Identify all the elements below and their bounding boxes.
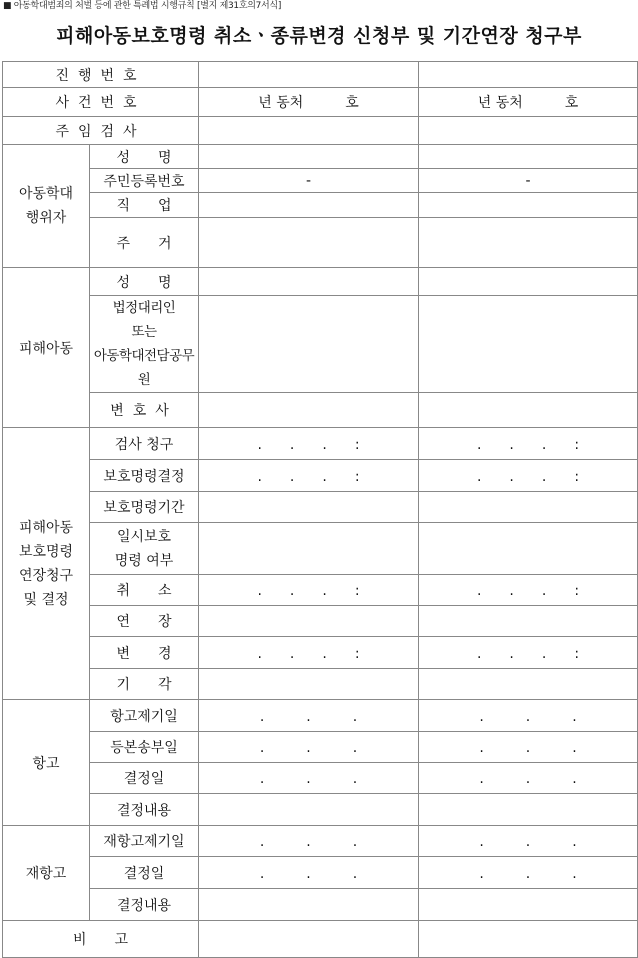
reappeal-content-label: 결정내용: [90, 889, 199, 921]
order-period-field-1[interactable]: [199, 492, 419, 523]
order-decision-label: 보호명령결정: [90, 460, 199, 492]
remarks-field-1[interactable]: [199, 921, 419, 958]
order-request-label: 검사 청구: [90, 428, 199, 460]
appeal-filed-field-1[interactable]: . . .: [199, 700, 419, 732]
prosecutor-label: 주임검사: [3, 117, 199, 145]
reappeal-content-field-1[interactable]: [199, 889, 419, 921]
order-change-label: 변 경: [90, 637, 199, 669]
order-temp-field-1[interactable]: [199, 523, 419, 575]
remarks-field-2[interactable]: [419, 921, 638, 958]
reappeal-decided-field-2[interactable]: . . .: [419, 857, 638, 889]
order-dismiss-label: 기 각: [90, 669, 199, 700]
order-cancel-label: 취 소: [90, 575, 199, 606]
order-period-field-2[interactable]: [419, 492, 638, 523]
reappeal-filed-label: 재항고제기일: [90, 826, 199, 857]
form-table: [2, 61, 638, 958]
victim-lawyer-field-1[interactable]: [199, 393, 419, 428]
appeal-content-field-1[interactable]: [199, 794, 419, 826]
abuser-address-field-1[interactable]: [199, 218, 419, 268]
appeal-filed-field-2[interactable]: . . .: [419, 700, 638, 732]
progress-no-label: 진행번호: [3, 62, 199, 88]
abuser-job-field-2[interactable]: [419, 193, 638, 218]
order-change-field-2[interactable]: . . . :: [419, 637, 638, 669]
abuser-rrn-label: 주민등록번호: [90, 169, 199, 193]
order-temp-label: 일시보호 명령 여부: [90, 523, 199, 575]
abuser-group-label: 아동학대 행위자: [3, 145, 90, 268]
order-decision-field-1[interactable]: . . . :: [199, 460, 419, 492]
abuser-address-label: 주 거: [90, 218, 199, 268]
abuser-rrn-field-1[interactable]: -: [199, 169, 419, 193]
appeal-content-label: 결정내용: [90, 794, 199, 826]
abuser-name-field-2[interactable]: [419, 145, 638, 169]
appeal-sent-label: 등본송부일: [90, 732, 199, 763]
abuser-job-field-1[interactable]: [199, 193, 419, 218]
victim-group-label: 피해아동: [3, 268, 90, 428]
appeal-decided-field-1[interactable]: . . .: [199, 763, 419, 794]
reappeal-group-label: 재항고: [3, 826, 90, 921]
case-no-label: 사건번호: [3, 88, 199, 117]
prosecutor-field-2[interactable]: [419, 117, 638, 145]
victim-rep-field-1[interactable]: [199, 296, 419, 393]
progress-no-field-2[interactable]: [419, 62, 638, 88]
order-cancel-field-2[interactable]: . . . :: [419, 575, 638, 606]
order-period-label: 보호명령기간: [90, 492, 199, 523]
appeal-decided-label: 결정일: [90, 763, 199, 794]
victim-name-label: 성 명: [90, 268, 199, 296]
reappeal-content-field-2[interactable]: [419, 889, 638, 921]
order-extend-field-1[interactable]: [199, 606, 419, 637]
order-group-label: 피해아동 보호명령 연장청구 및 결정: [3, 428, 90, 700]
victim-name-field-1[interactable]: [199, 268, 419, 296]
abuser-job-label: 직 업: [90, 193, 199, 218]
prosecutor-field-1[interactable]: [199, 117, 419, 145]
victim-lawyer-label: 변호사: [90, 393, 199, 428]
reappeal-decided-field-1[interactable]: . . .: [199, 857, 419, 889]
case-no-field-1[interactable]: 년 동처 호: [199, 88, 419, 117]
order-request-field-1[interactable]: . . . :: [199, 428, 419, 460]
appeal-decided-field-2[interactable]: . . .: [419, 763, 638, 794]
case-no-field-2[interactable]: 년 동처 호: [419, 88, 638, 117]
order-dismiss-field-1[interactable]: [199, 669, 419, 700]
abuser-name-label: 성 명: [90, 145, 199, 169]
order-extend-label: 연 장: [90, 606, 199, 637]
appeal-filed-label: 항고제기일: [90, 700, 199, 732]
appeal-group-label: 항고: [3, 700, 90, 826]
appeal-sent-field-1[interactable]: . . .: [199, 732, 419, 763]
order-cancel-field-1[interactable]: . . . :: [199, 575, 419, 606]
victim-lawyer-field-2[interactable]: [419, 393, 638, 428]
order-change-field-1[interactable]: . . . :: [199, 637, 419, 669]
order-request-field-2[interactable]: . . . :: [419, 428, 638, 460]
order-dismiss-field-2[interactable]: [419, 669, 638, 700]
abuser-address-field-2[interactable]: [419, 218, 638, 268]
reappeal-decided-label: 결정일: [90, 857, 199, 889]
remarks-label: 비 고: [3, 921, 199, 958]
reappeal-filed-field-2[interactable]: . . .: [419, 826, 638, 857]
abuser-rrn-field-2[interactable]: -: [419, 169, 638, 193]
victim-rep-field-2[interactable]: [419, 296, 638, 393]
appeal-content-field-2[interactable]: [419, 794, 638, 826]
form-header: ■ 아동학대범죄의 처벌 등에 관한 특례법 시행규칙 [별지 제31호의7서식]: [3, 1, 282, 11]
order-temp-field-2[interactable]: [419, 523, 638, 575]
victim-name-field-2[interactable]: [419, 268, 638, 296]
reappeal-filed-field-1[interactable]: . . .: [199, 826, 419, 857]
progress-no-field-1[interactable]: [199, 62, 419, 88]
abuser-name-field-1[interactable]: [199, 145, 419, 169]
victim-rep-label: 법정대리인 또는 아동학대전담공무 원: [90, 296, 199, 393]
order-extend-field-2[interactable]: [419, 606, 638, 637]
order-decision-field-2[interactable]: . . . :: [419, 460, 638, 492]
form-title: 피해아동보호명령 취소ㆍ종류변경 신청부 및 기간연장 청구부: [56, 25, 582, 47]
appeal-sent-field-2[interactable]: . . .: [419, 732, 638, 763]
